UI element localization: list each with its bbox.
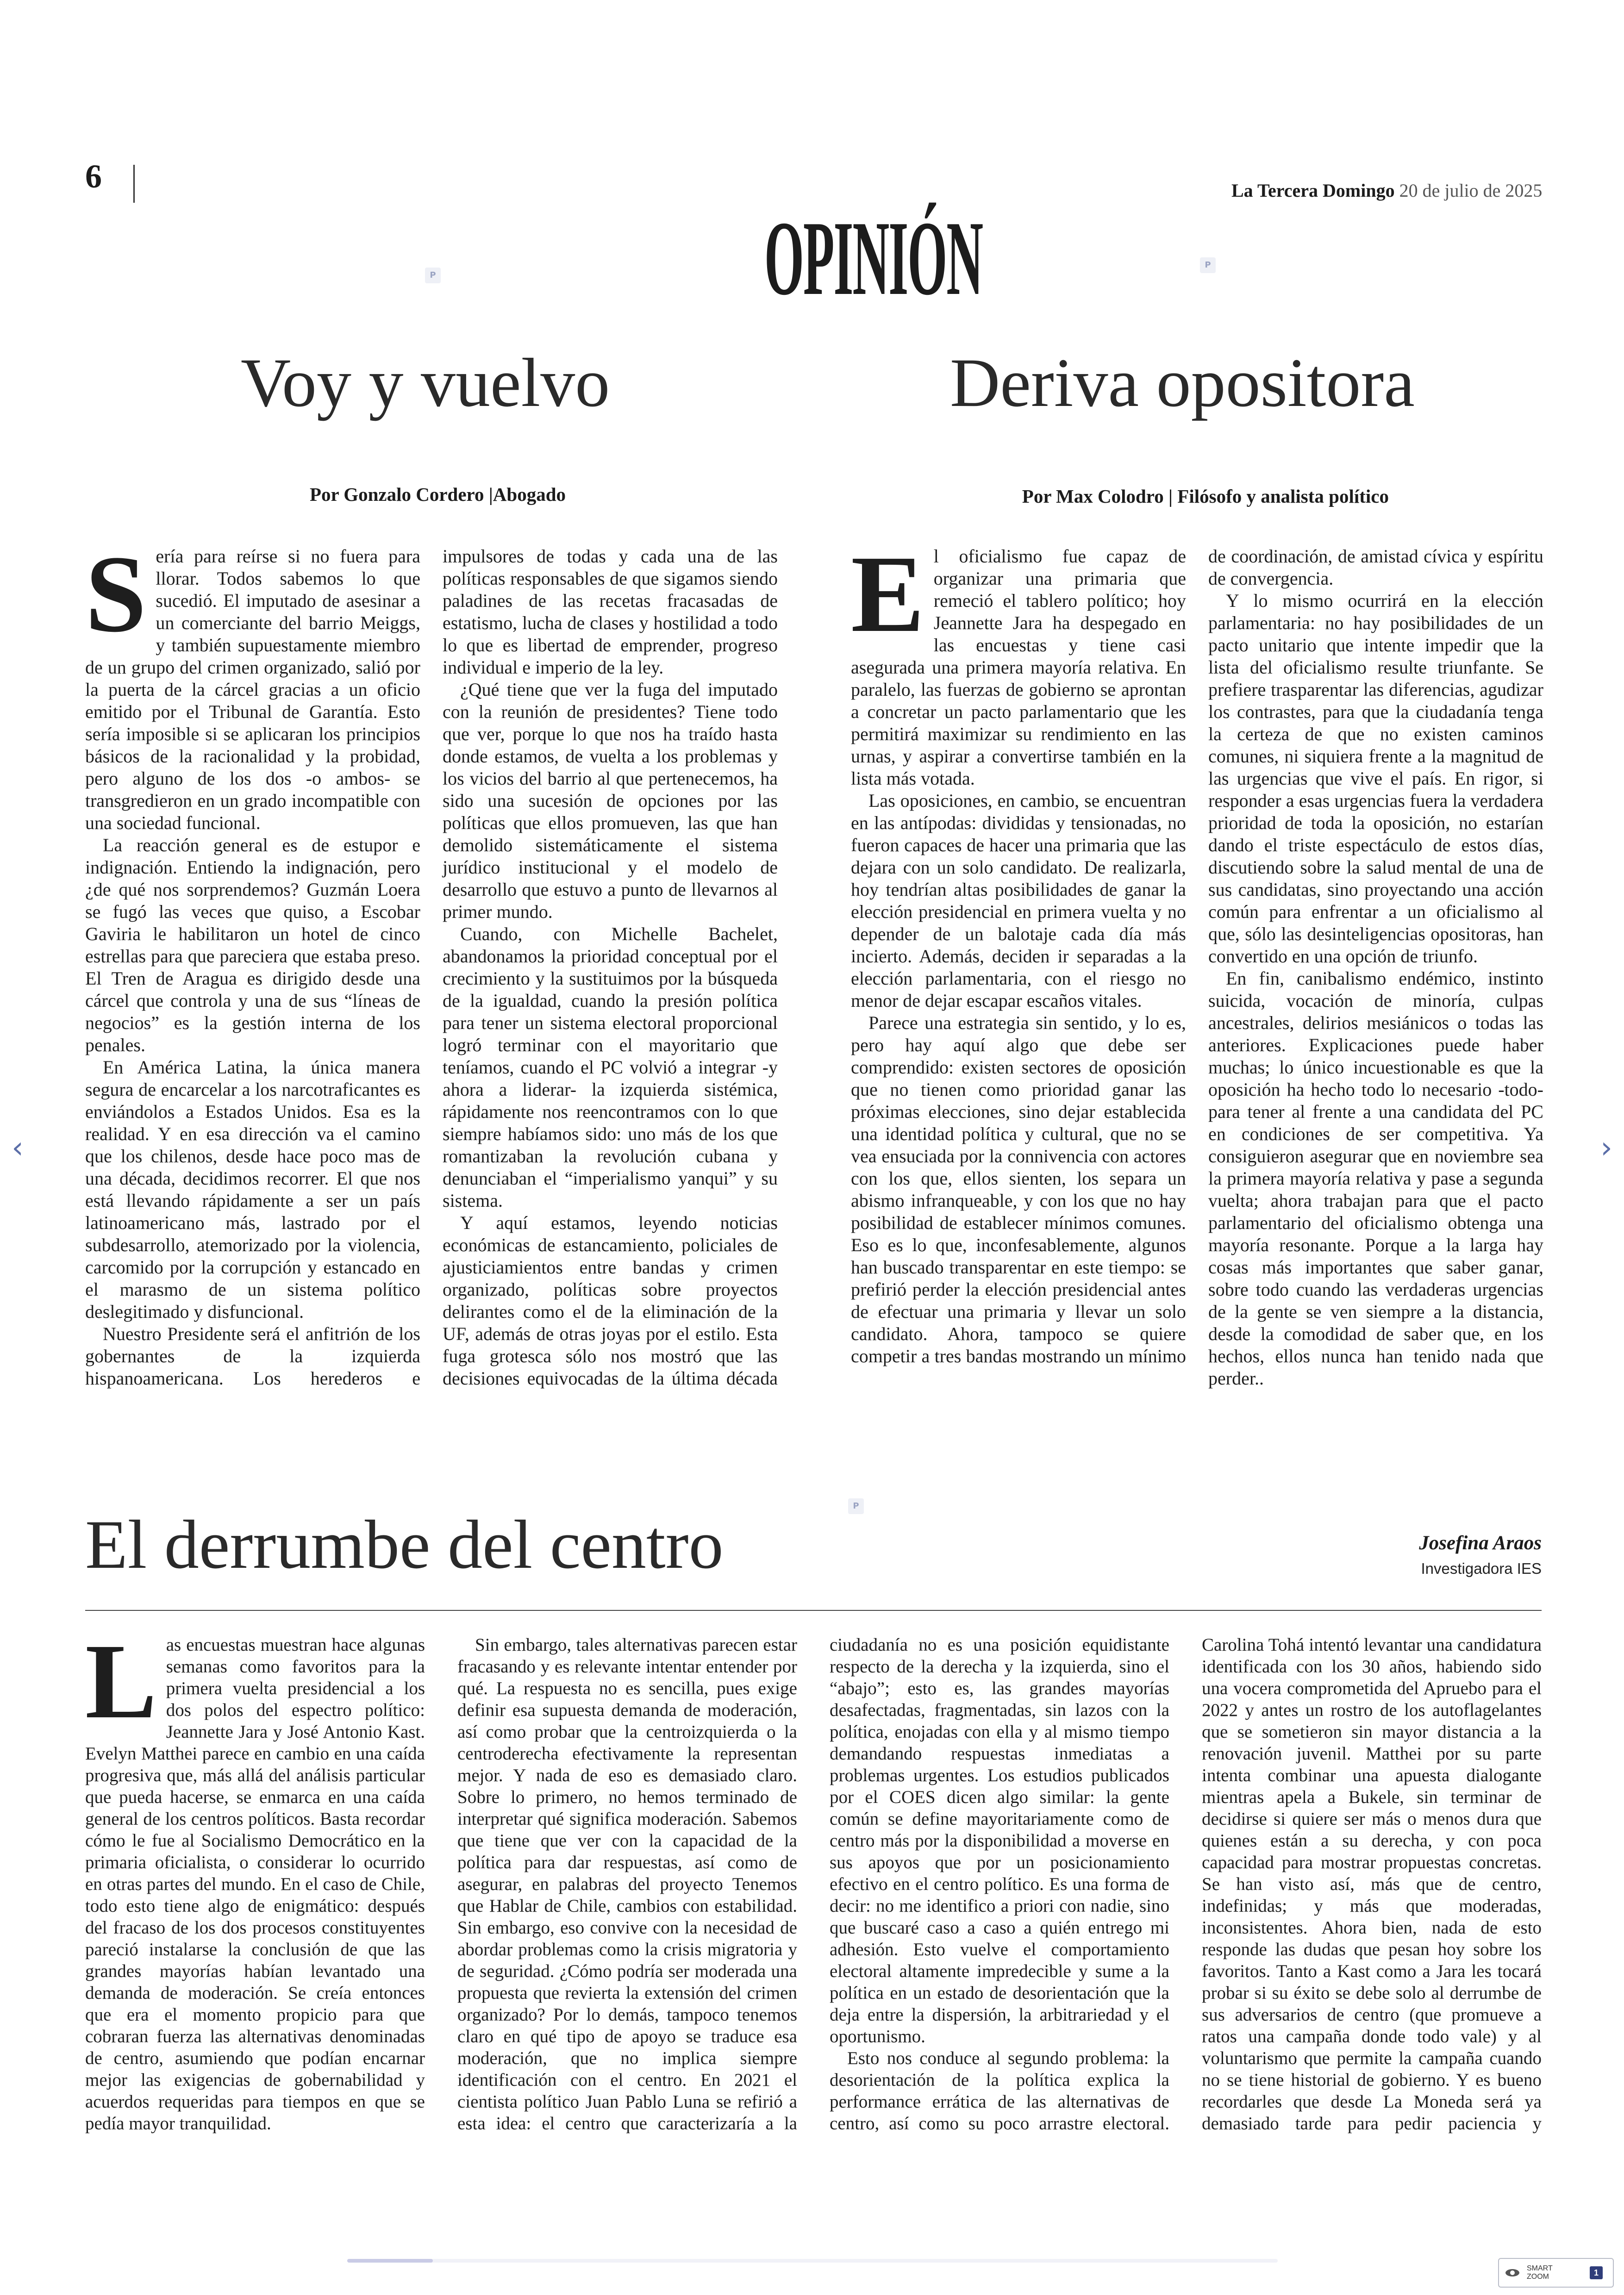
page-number: 6: [85, 158, 102, 195]
eye-icon: [1505, 2268, 1519, 2277]
drop-cap: E: [851, 545, 924, 655]
publication-name: La Tercera Domingo: [1231, 180, 1395, 201]
article-byline: Por Gonzalo Cordero |Abogado: [309, 484, 566, 505]
next-page-arrow-icon[interactable]: ›: [1600, 1131, 1612, 1165]
article-paragraph: El oficialismo fue capaz de organizar una primaria que remeció el tablero político; hoy Jeannette Jara ha despegado en las encuestas y tiene casi asegurada una primera mayoría relativa. En paralelo, las fuerzas de gobierno se aprontan a concretar un pacto parlamentario que les permitirá maximizar su rendimiento en las urnas, y aspirar a convertirse también en la lista más votada.: [851, 545, 1186, 789]
image-placeholder-icon[interactable]: P: [425, 268, 441, 283]
author-role: Investigadora IES: [1421, 1560, 1542, 1577]
article-body: [85, 1634, 1542, 2152]
author-name: Por Max Colodro: [1022, 486, 1164, 507]
zoom-count-badge: 1: [1590, 2266, 1603, 2279]
scrollbar-thumb[interactable]: [347, 2259, 433, 2263]
article-paragraph: Parece una estrategia sin sentido, y lo es, pero hay aquí algo que debe ser comprendido: existen sectores de oposición que no tienen como prioridad ganar las próximas elecciones, sino dejar establecida una identidad política y cultural, que no se vea ensuciada por la connivencia con actores con los que, ellos sienten, los separa un abismo infranqueable, y con los que no hay posibilidad de establecer mínimos comunes. Eso es lo que, inconfesablemente, algunos han buscado transparentar en este tiempo: se prefirió perder la elección presidencial antes de efectuar una primaria y llevar un solo candidato. Ahora, tampoco se quiere competir a tres bandas mostrando un mínimo de coordinación, de amistad cívica y espíritu de convergencia.: [851, 546, 1543, 1366]
drop-cap: L: [85, 1634, 157, 1741]
article-body: [851, 545, 1543, 1402]
article-paragraph: Y lo mismo ocurrirá en la elección parlamentaria: no hay posibilidades de un pacto unitario que intente impedir que la lista del oficialismo resulte triunfante. Se prefiere trasparentar las diferencias, agudizar los contrastes, para que la ciudadanía tenga la certeza de que no existen caminos comunes, ni siquiera frente a la magnitud de las urgencias que vive el país. En rigor, si responder a esas urgencias fuera la verdadera prioridad de toda la oposición, no estarían dando el triste espectáculo de estos días, discutiendo sobre la salud mental de una de sus candidatas, sino proyectando una acción común para enfrentar a un oficialismo al que, sólo las desinteligencias opositoras, han convertido en una opción de triunfo.: [1208, 590, 1543, 967]
article-paragraph: Sería para reírse si no fuera para llorar. Todos sabemos lo que sucedió. El imputado de asesinar a un comerciante del barrio Meiggs, y también supuestamente miembro de un grupo del crimen organizado, salió por la puerta de la cárcel gracias a un oficio emitido por el Tribunal de Garantía. Esto sería imposible si se aplicaran los principios básicos de la racionalidad y la probidad, pero alguno de los dos -o ambos- se transgredieron en un grado incompatible con una sociedad funcional.: [85, 545, 420, 833]
scrollbar-track[interactable]: [347, 2259, 1278, 2263]
image-placeholder-icon[interactable]: P: [1200, 257, 1216, 273]
article-paragraph: Y aquí estamos, leyendo noticias económicas de estancamiento, policiales de ajusticiamientos entre bandas y crimen organizado, políticas sobre proyectos delirantes como el de la eliminación de la UF, además de otras joyas por el estilo. Esta fuga grotesca sólo nos mostró que las decisiones equivocadas de la última década: [443, 1212, 778, 1389]
article-body: [85, 545, 778, 1402]
article-paragraph: ¿Qué tiene que ver la fuga del imputado con la reunión de presidentes? Tiene todo que ver, porque lo que nos ha traído hasta donde estamos, de vuelta a los problemas y los vicios del barrio al que pertenecemos, ha sido una sucesión de opciones por las políticas que ellos promueven, las que han demolido sistemáticamente el sistema jurídico institucional y el modelo de desarrollo que estuvo a punto de llevarnos al primer mundo.: [443, 679, 778, 922]
drop-cap: S: [85, 545, 147, 655]
article-paragraph: En fin, canibalismo endémico, instinto suicida, vocación de minoría, culpas ancestrales, delirios mesiánicos o todas las anteriores. Explicaciones puede haber muchas; lo único incuestionable es que la oposición ha hecho todo lo necesario -todo- para tener al frente a una candidata del PC en condiciones de ser competitiva. Ya consiguieron asegurar que en noviembre sea la primera mayoría relativa y pase a segunda vuelta; ahora trabajan para que el pacto parlamentario del oficialismo obtenga una mayoría resonante. Porque a la larga hay cosas más importantes que saber ganar, sobre todo cuando las verdaderas urgencias de la gente se ven siempre a la distancia, desde la comodidad de saber que, en los hechos, ellos nunca han tenido nada que perder..: [1208, 968, 1543, 1389]
article-byline: Por Max Colodro | Filósofo y analista político: [1022, 486, 1389, 507]
article-paragraph: Nuestro Presidente será el anfitrión de los gobernantes de la izquierda hispanoamericana. Los herederos e impulsores de todas y cada una de las políticas responsables de que sigamos siendo paladines de las recetas fracasadas de estatismo, lucha de clases y hostilidad a todo lo que es libertad de emprender, progreso individual e imperio de la ley.: [85, 546, 778, 1389]
article-headline: Deriva opositora: [950, 344, 1415, 421]
author-name: Josefina Araos: [1419, 1532, 1542, 1554]
article-headline: El derrumbe del centro: [85, 1506, 724, 1583]
article-paragraph: Esto nos conduce al segundo problema: la desorientación de la política explica la performance errática de las alternativas de centro, así como su poco arrastre electoral. Carolina Tohá intentó levantar una candidatura identificada con los 30 años, habiendo sido una vocera comprometida del Apruebo para el 2022 y antes un rostro de los autoflagelantes que se sometieron sin mayor distancia a la renovación juvenil. Matthei por su parte intenta combinar una apuesta dialogante mientras apela a Bukele, sin terminar de decidirse si quiere ser más o menos dura que quienes están a su derecha, y con poca capacidad para mostrar propuestas concretas. Se han visto así, más que de centro, indefinidas; y más que moderadas, inconsistentes. Ahora bien, nada de esto responde las dudas que pesan hoy sobre los favoritos. Tanto a Kast como a Jara les tocará probar si su éxito se debe solo al derrumbe de sus adversarios de centro (que promueve a ratos una campaña donde todo vale) y al voluntarismo que permite la campaña cuando no se tiene historial de gobierno. Y es bueno recordarles que desde La Moneda será ya demasiado tarde para pedir paciencia y: [830, 1635, 1542, 2133]
publication-date: 20 de julio de 2025: [1399, 180, 1543, 201]
masthead: [1231, 180, 1542, 201]
article-paragraph: Las oposiciones, en cambio, se encuentran en las antípodas: divididas y tensionadas, no fueron capaces de hacer una primaria que las dejara con un solo candidato. De realizarla, hoy tendrían altas posibilidades de ganar la elección presidencial en primera vuelta y no depender de un balotaje cada día más incierto. Además, deciden ir separadas a la elección parlamentaria, con el riesgo no menor de dejar escapar escaños vitales.: [851, 790, 1186, 1011]
article-divider: [85, 1610, 1542, 1611]
page-number-divider: [133, 165, 135, 203]
author-name: Por Gonzalo Cordero: [309, 484, 484, 505]
article-paragraph: Cuando, con Michelle Bachelet, abandonamos la prioridad conceptual por el crecimiento y la sustituimos por la búsqueda de la igualdad, cuando la presión política para tener un sistema electoral proporcional logró terminar con el mayoritario que teníamos, cuando el PC volvió a integrar -y ahora a liderar- la izquierda sistémica, rápidamente nos reencontramos con lo que siempre habíamos sido: uno más de los que romantizaban la revolución cubana y denunciaban el “imperialismo yanqui” y su sistema.: [443, 923, 778, 1211]
section-title: OPINIÓN: [764, 199, 983, 317]
image-placeholder-icon[interactable]: P: [848, 1498, 864, 1514]
article-paragraph: En América Latina, la única manera segura de encarcelar a los narcotraficantes es enviándolos a Estados Unidos. Esa es la realidad. Y en esa dirección va el camino que los chilenos, desde hace poco mas de una década, decidimos recorrer. El que nos está llevando rápidamente a ser un país latinoamericano más, lastrado por el subdesarrollo, atemorizado por la violencia, carcomido por la corrupción y estancado en el marasmo de un sistema político deslegitimado y disfuncional.: [85, 1057, 420, 1322]
smart-zoom-button[interactable]: [1498, 2258, 1614, 2288]
author-role: Filósofo y analista político: [1177, 486, 1389, 507]
smart-zoom-label: SMART ZOOM: [1527, 2264, 1553, 2281]
article-paragraph: La reacción general es de estupor e indignación. Entiendo la indignación, pero ¿de qué nos sorprendemos? Guzmán Loera se fugó las veces que quiso, a Escobar Gaviria le habilitaron un hotel de cinco estrellas para que pareciera que estaba preso. El Tren de Aragua es dirigido desde una cárcel que controla y una de sus “líneas de negocios” es la gestión interna de los penales.: [85, 835, 420, 1055]
previous-page-arrow-icon[interactable]: ‹: [12, 1131, 24, 1165]
article-paragraph: Las encuestas muestran hace algunas semanas como favoritos para la primera vuelta presidencial a los dos polos del espectro político: Jeannette Jara y José Antonio Kast. Evelyn Matthei parece en cambio en una caída progresiva que, más allá del análisis particular que pueda hacerse, se enmarca en una caída general de los centros políticos. Basta recordar cómo le fue al Socialismo Democrático en la primaria oficialista, o considerar lo ocurrido en otras partes del mundo. En el caso de Chile, todo esto tiene algo de enigmático: después del fracaso de los dos procesos constituyentes pareció instalarse la conclusión de que las grandes mayorías habían levantado una demanda de moderación. Se creía entonces que era el momento propicio para que cobraran fuerza las alternativas denominadas de centro, asumiendo que podían encarnar mejor las exigencias de gobernabilidad y acuerdos requeridas para tiempos en que se pedía mayor tranquilidad.: [85, 1634, 425, 2133]
article-headline: Voy y vuelvo: [241, 344, 610, 421]
author-role: Abogado: [493, 484, 566, 505]
article-paragraph: Sin embargo, tales alternativas parecen estar fracasando y es relevante intentar entender por qué. La respuesta no es sencilla, pues exige definir esa supuesta demanda de moderación, así como probar que la centroizquierda o la centroderecha efectivamente la representan mejor. Y nada de eso es demasiado claro. Sobre lo primero, no hemos terminado de interpretar qué significa moderación. Sabemos que tiene que ver con la capacidad de la política para dar respuestas, así como de asegurar, en palabras del proyecto Tenemos que Hablar de Chile, cambios con estabilidad. Sin embargo, eso convive con la necesidad de abordar problemas como la crisis migratoria y de seguridad. ¿Cómo podría ser moderada una propuesta que revierta la extensión del crimen organizado? Por lo demás, tampoco tenemos claro en qué tipo de apoyo se traduce esa moderación, que no implica siempre identificación con el centro. En 2021 el cientista político Juan Pablo Luna se refirió a esta idea: el centro que caracterizaría a la ciudadanía no es una posición equidistante respecto de la derecha y la izquierda, sino el “abajo”; esto es, las grandes mayorías desafectadas, fragmentadas, sin lazos con la política, enojadas con ella y al mismo tiempo demandando respuestas inmediatas a problemas urgentes. Los estudios publicados por el COES dicen algo similar: la gente común se define mayoritariamente como de centro más por la disponibilidad a moverse en sus apoyos que por un posicionamiento efectivo en el centro político. Es una forma de decir: no me identifico a priori con nadie, sino que buscaré caso a caso a quién entrego mi adhesión. Esto vuelve el comportamiento electoral altamente impredecible y sume a la política en un estado de desorientación que la deja entre la dispersión, la arbitrariedad y el oportunismo.: [457, 1635, 1169, 2133]
